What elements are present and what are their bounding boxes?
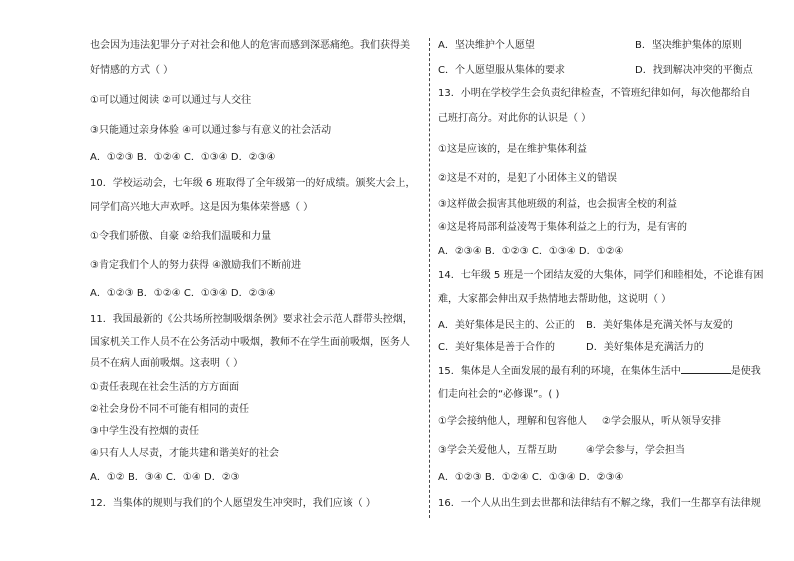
q13-stem-line2: 己班打高分。对此你的认识是（ ） bbox=[438, 113, 592, 124]
q10-stem-line2: 同学们高兴地大声欢呼。这是因为集体荣誉感（ ） bbox=[90, 202, 314, 213]
q10-item-3-4: ③肯定我们个人的努力获得 ④激励我们不断前进 bbox=[90, 260, 302, 271]
q15-stem-line2: 们走向社会的“必修课”。( ) bbox=[438, 389, 560, 400]
q13-item-4: ④这是将局部利益凌驾于集体利益之上的行为，是有害的 bbox=[438, 222, 687, 233]
q12-stem: 12．当集体的规则与我们的个人愿望发生冲突时，我们应该（ ） bbox=[90, 498, 376, 509]
q14-stem-line1: 14．七年级 5 班是一个团结友爱的大集体，同学们和睦相处，不论谁有困 bbox=[438, 270, 764, 281]
q12-option-c: C．个人愿望服从集体的要求 bbox=[438, 65, 565, 76]
q14-option-d: D．美好集体是充满活力的 bbox=[586, 342, 704, 353]
q14-option-c: C．美好集体是善于合作的 bbox=[438, 342, 555, 353]
q12-option-d: D．找到解决冲突的平衡点 bbox=[635, 65, 753, 76]
q9-stem-line1: 也会因为违法犯罪分子对社会和他人的危害而感到深恶痛绝。我们获得美 bbox=[90, 40, 410, 51]
q11-stem-line2: 国家机关工作人员不在公务活动中吸烟，教师不在学生面前吸烟，医务人 bbox=[90, 337, 410, 348]
q11-item-3: ③中学生没有控烟的责任 bbox=[90, 426, 199, 437]
q11-item-2: ②社会身份不同不可能有相同的责任 bbox=[90, 404, 249, 415]
q14-stem-line2: 难，大家都会伸出双手热情地去帮助他，这说明（ ） bbox=[438, 294, 672, 305]
q11-stem-line1: 11．我国最新的《公共场所控制吸烟条例》要求社会示范人群带头控烟， bbox=[90, 314, 413, 325]
q10-answers: A．①②③ B．①②④ C．①③④ D．②③④ bbox=[90, 288, 276, 299]
q11-item-4: ④只有人人尽责，才能共建和谐美好的社会 bbox=[90, 448, 279, 459]
q15-answers: A．①②③ B．①②④ C．①③④ D．②③④ bbox=[438, 472, 624, 483]
q15-stem-part1: 15．集体是人全面发展的最有利的环境，在集体生活中 bbox=[438, 366, 681, 377]
q15-stem-line1 bbox=[438, 364, 761, 378]
q15-item-1: ①学会接纳他人，理解和包容他人 bbox=[438, 416, 587, 427]
q10-stem-line1: 10．学校运动会，七年级 6 班取得了全年级第一的好成绩。颁奖大会上， bbox=[90, 178, 416, 189]
q10-item-1-2: ①令我们骄傲、自豪 ②给我们温暖和力量 bbox=[90, 231, 272, 242]
q13-answers: A．②③④ B．①②③ C．①③④ D．①②④ bbox=[438, 246, 624, 257]
q9-answers: A．①②③ B．①②④ C．①③④ D．②③④ bbox=[90, 152, 276, 163]
column-divider bbox=[429, 38, 430, 518]
q15-fill-blank bbox=[681, 364, 731, 374]
q9-item-3-4: ③只能通过亲身体验 ④可以通过参与有意义的社会活动 bbox=[90, 125, 332, 136]
q15-item-2: ②学会服从，听从领导安排 bbox=[602, 416, 721, 427]
q9-item-1-2: ①可以通过阅读 ②可以通过与人交往 bbox=[90, 95, 252, 106]
q14-option-b: B．美好集体是充满关怀与友爱的 bbox=[586, 320, 733, 331]
q13-item-3: ③这样做会损害其他班级的利益，也会损害全校的利益 bbox=[438, 199, 677, 210]
q11-item-1: ①责任表现在社会生活的方方面面 bbox=[90, 382, 239, 393]
q12-option-b: B．坚决维护集体的原则 bbox=[635, 40, 742, 51]
q15-item-4: ④学会参与，学会担当 bbox=[586, 445, 685, 456]
q14-option-a: A．美好集体是民主的、公正的 bbox=[438, 320, 575, 331]
q12-option-a: A．坚决维护个人愿望 bbox=[438, 40, 535, 51]
q15-stem-part2: 是使我 bbox=[730, 366, 761, 377]
q13-item-2: ②这是不对的，是犯了小团体主义的错误 bbox=[438, 173, 617, 184]
q15-item-3: ③学会关爱他人，互帮互助 bbox=[438, 445, 557, 456]
q11-answers: A．①② B．③④ C．①④ D．②③ bbox=[90, 472, 240, 483]
q13-item-1: ①这是应该的，是在维护集体利益 bbox=[438, 144, 587, 155]
q9-stem-line2: 好情感的方式（ ） bbox=[90, 65, 174, 76]
q16-stem: 16．一个人从出生到去世都和法律结有不解之缘，我们一生都享有法律规 bbox=[438, 498, 761, 509]
q11-stem-line3: 员不在病人面前吸烟。这表明（ ） bbox=[90, 358, 244, 369]
q13-stem-line1: 13．小明在学校学生会负责纪律检查，不管班纪律如何，每次他都给自 bbox=[438, 88, 751, 99]
